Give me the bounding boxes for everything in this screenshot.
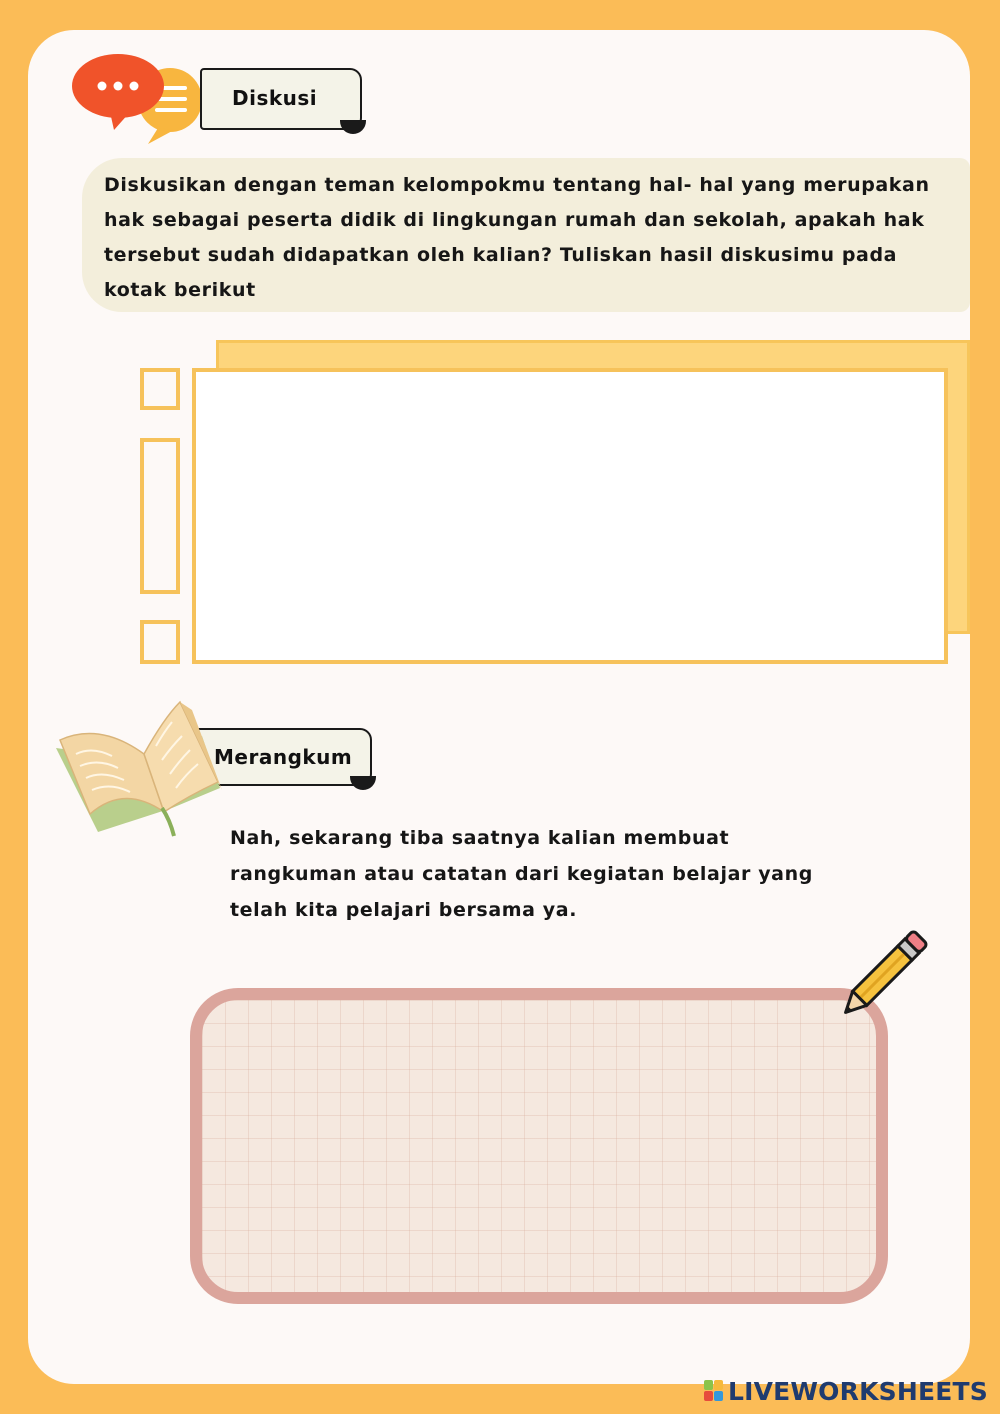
answer-box-tab bbox=[140, 438, 180, 594]
liveworksheets-brand: LIVEWORKSHEETS bbox=[727, 1376, 988, 1406]
diskusi-instruction: Diskusikan dengan teman kelompokmu tentang hal- hal yang merupakan hak sebagai peserta didik di lingkungan rumah dan sekolah, apakah hak tersebut sudah didapatkan oleh kalian? Tuliskan hasil diskusimu pada kotak berikut bbox=[104, 174, 930, 301]
diskusi-answer-field[interactable] bbox=[192, 368, 948, 664]
answer-box-tab bbox=[140, 368, 180, 410]
open-book-icon bbox=[52, 696, 228, 838]
merangkum-answer-field[interactable] bbox=[190, 988, 888, 1304]
answer-box-tab bbox=[140, 620, 180, 664]
merangkum-title: Merangkum bbox=[214, 745, 353, 769]
merangkum-instruction: Nah, sekarang tiba saatnya kalian membuat rangkuman atau catatan dari kegiatan belajar yang telah kita pelajari bersama ya. bbox=[230, 827, 813, 921]
chat-bubbles-icon bbox=[70, 52, 210, 148]
liveworksheets-logo[interactable] bbox=[704, 1374, 988, 1408]
diskusi-title: Diskusi bbox=[232, 86, 318, 110]
pencil-icon bbox=[834, 916, 942, 1024]
liveworksheets-logo-icon bbox=[704, 1380, 724, 1402]
